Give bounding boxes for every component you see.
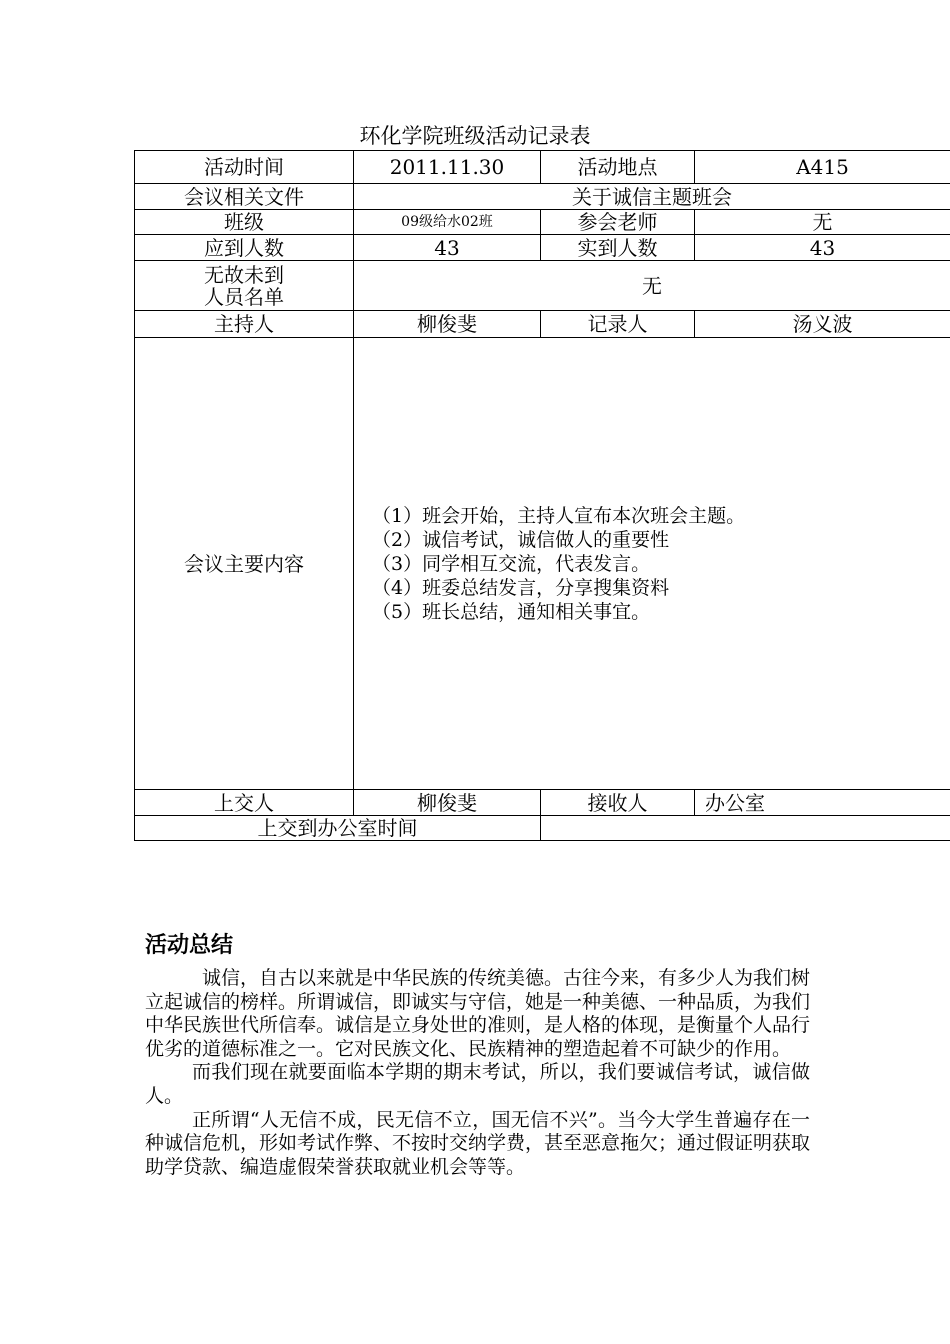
content-line-3: （3）同学相互交流，代表发言。	[372, 552, 651, 575]
submitter-value: 柳俊斐	[354, 790, 541, 816]
class-label: 班级	[135, 210, 354, 235]
content-label: 会议主要内容	[135, 338, 354, 790]
table-row	[135, 235, 950, 261]
content-body	[354, 338, 950, 790]
place-value: A415	[695, 151, 950, 184]
absent-label	[135, 261, 354, 311]
absent-value: 无	[354, 261, 950, 311]
doc-value: 关于诚信主题班会	[354, 184, 950, 210]
table-row	[135, 311, 950, 338]
form-title: 环化学院班级活动记录表	[359, 124, 591, 148]
host-label: 主持人	[135, 311, 354, 338]
activity-record-table	[134, 150, 950, 841]
table-row	[135, 151, 950, 184]
expected-count-value: 43	[354, 235, 541, 261]
submit-time-value	[541, 816, 950, 841]
table-row	[135, 790, 950, 816]
absent-label-line1: 无故未到	[204, 262, 284, 287]
table-row	[135, 338, 950, 790]
table-row	[135, 210, 950, 235]
summary-paragraph-1: 诚信，自古以来就是中华民族的传统美德。古往今来，有多少人为我们树立起诚信的榜样。所谓诚信，即诚实与守信，她是一种美德、一种品质，为我们中华民族世代所信奉。诚信是立身处世的准则，是人格的体现，是衡量个人品行优劣的道德标准之一。它对民族文化、民族精神的塑造起着不可缺少的作用。	[145, 967, 811, 1060]
submit-time-label: 上交到办公室时间	[135, 816, 541, 841]
recorder-label: 记录人	[541, 311, 695, 338]
summary-paragraph-2: 而我们现在就要面临本学期的期末考试，所以，我们要诚信考试，诚信做人。	[145, 1061, 810, 1107]
absent-label-line2: 人员名单	[204, 284, 284, 309]
submitter-label: 上交人	[135, 790, 354, 816]
summary-heading: 活动总结	[145, 933, 234, 958]
content-line-1: （1）班会开始，主持人宣布本次班会主题。	[372, 504, 746, 527]
expected-count-label: 应到人数	[135, 235, 354, 261]
content-line-5: （5）班长总结，通知相关事宜。	[372, 600, 651, 623]
summary-body	[145, 967, 810, 1179]
doc-label: 会议相关文件	[135, 184, 354, 210]
actual-count-label: 实到人数	[541, 235, 695, 261]
receiver-value: 办公室	[695, 790, 950, 816]
class-value: 09级给水02班	[354, 210, 541, 235]
time-value: 2011.11.30	[354, 151, 541, 184]
actual-count-value: 43	[695, 235, 950, 261]
teacher-label: 参会老师	[541, 210, 695, 235]
table-row	[135, 184, 950, 210]
time-label: 活动时间	[135, 151, 354, 184]
table-row	[135, 261, 950, 311]
table-row	[135, 816, 950, 841]
place-label: 活动地点	[541, 151, 695, 184]
host-value: 柳俊斐	[354, 311, 541, 338]
recorder-value: 汤义波	[695, 311, 950, 338]
teacher-value: 无	[695, 210, 950, 235]
receiver-label: 接收人	[541, 790, 695, 816]
content-line-2: （2）诚信考试，诚信做人的重要性	[372, 528, 670, 551]
content-line-4: （4）班委总结发言，分享搜集资料	[372, 576, 670, 599]
summary-paragraph-3: 正所谓“人无信不成，民无信不立，国无信不兴”。当今大学生普遍存在一种诚信危机，形如考试作弊、不按时交纳学费，甚至恶意拖欠；通过假证明获取助学贷款、编造虚假荣誉获取就业机会等等。	[145, 1108, 811, 1178]
